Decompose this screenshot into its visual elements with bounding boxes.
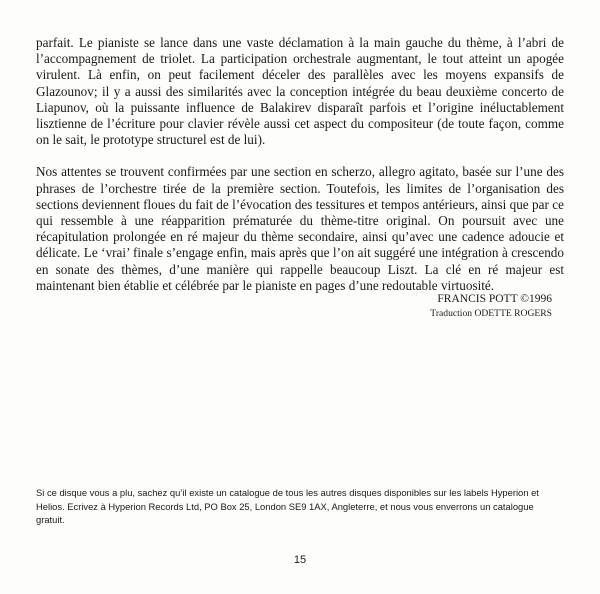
paragraph-1: parfait. Le pianiste se lance dans une vaste déclamation à la main gauche du thème, à l’abri de l’accompagnement de triolet. La participation orchestrale augmentant, le tout atteint un apogée virulent. Là enfin, on peut facilement déceler des parallèles avec les moyens expansifs de Glazounov; il y a aussi des similarités avec la conception intégrée du beau deuxième concerto de Liapunov, où la puissante influence de Balakirev disparaît parfois et l’origine inéluctablement lisztienne de l’écriture pour clavier révèle aussi cet aspect du compositeur (de toute façon, comme on le sait, le prototype structurel est de lui). (36, 35, 564, 148)
translator-credit: Traduction ODETTE ROGERS (430, 308, 552, 319)
author-credit (430, 292, 552, 320)
paragraph-2: Nos attentes se trouvent confirmées par une section en scherzo, allegro agitato, basée sur l’une des phrases de l’orchestre tirée de la première section. Toutefois, les limites de l’organisation des sections deviennent floues du fait de l’évocation des tessitures et tempos antérieurs, ainsi que par ce qui ressemble à une réapparition prématurée du thème-titre original. On poursuit avec une récapitulation prolongée en ré majeur du thème secondaire, ainsi qu’avec une cadence adoucie et délicate. Le ‘vrai’ finale s’engage enfin, mais après que l’on ait suggéré une intégration à crescendo en sonate des thèmes, d’une manière qui rappelle beaucoup Liszt. La clé en ré majeur est maintenant bien établie et célébrée par le pianiste en pages d’une redoutable virtuosité. (36, 164, 564, 293)
catalogue-notice: Si ce disque vous a plu, sachez qu’il existe un catalogue de tous les autres disques disponibles sur les labels Hyperion et Helios. Ecrivez à Hyperion Records Ltd, PO Box 25, London SE9 1AX, Angleterre, et nous vous enverrons un catalogue gratuit. (36, 487, 539, 526)
page-number: 15 (293, 554, 307, 566)
article-body (36, 35, 564, 310)
author-name: FRANCIS POTT ©1996 (437, 293, 552, 305)
